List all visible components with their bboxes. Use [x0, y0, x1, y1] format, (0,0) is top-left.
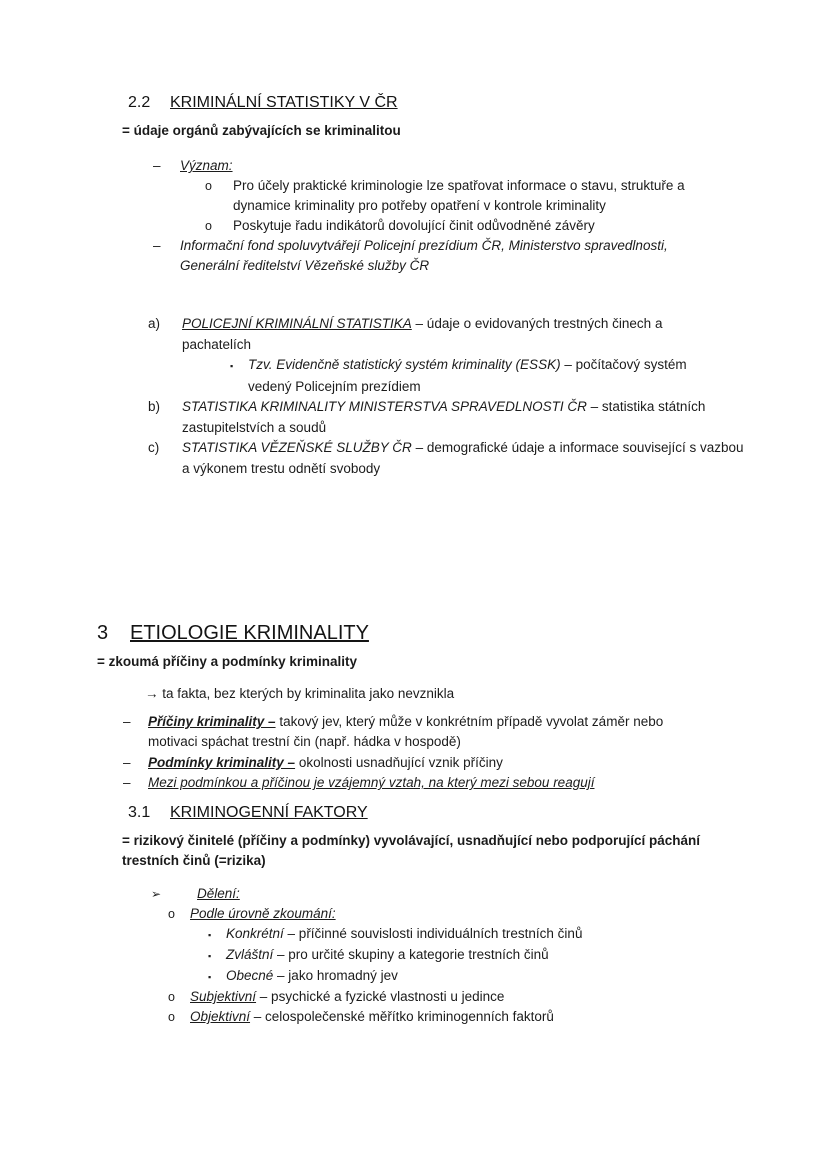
bullet-item-vyznam: [0, 156, 828, 176]
section-number: 2.2: [128, 94, 151, 111]
list-item-lead: STATISTIKA KRIMINALITY MINISTERSTVA SPRAVEDLNOSTI ČR: [182, 399, 587, 414]
bullet-text: Informační fond spoluvytvářejí Policejní prezídium ČR, Ministerstvo spravedlnosti,: [180, 238, 668, 253]
sub-bullet-lead: Zvláštní: [226, 947, 274, 962]
bullet-label: Význam:: [180, 158, 233, 173]
section-2-2-lettered-list: [0, 314, 828, 479]
list-item-c: [0, 438, 828, 459]
bullet-item-continuation: [0, 196, 828, 216]
bullet-circle-icon: o: [205, 179, 212, 193]
section-number: 3: [97, 622, 109, 644]
section-title: KRIMINOGENNÍ FAKTORY: [170, 804, 368, 821]
bullet-dash-icon: –: [123, 775, 131, 791]
bullet-arrowhead-icon: ➢: [151, 887, 162, 901]
arrow-note: → ta fakta, bez kterých by kriminalita jako nevznikla: [145, 686, 455, 701]
bullet-text: takový jev, který může v konkrétním případě vyvolat záměr nebo: [275, 714, 664, 729]
sub-bullet-lead: Konkrétní: [226, 926, 284, 941]
bullet-dash-icon: –: [153, 158, 161, 173]
bullet-circle-icon: o: [168, 990, 175, 1004]
bullet-lead: Podmínky kriminality –: [148, 754, 296, 770]
bullet-text: Poskytuje řadu indikátorů dovolující činit odůvodněné závěry: [233, 218, 595, 233]
sub-bullet-text: vedený Policejním prezídiem: [248, 378, 421, 394]
bullet-dash-icon: –: [153, 238, 161, 253]
bullet-item: [0, 176, 828, 196]
list-item-continuation: [0, 335, 828, 356]
section-number: 3.1: [128, 804, 151, 821]
bullet-lead: Subjektivní: [190, 989, 257, 1004]
definition-line: = rizikový činitelé (příčiny a podmínky) vyvolávající, usnadňující nebo podporující páchání: [122, 833, 701, 848]
bullet-item-objektivni: [0, 1007, 828, 1027]
list-item-text: – demografické údaje a informace související s vazbou: [411, 440, 744, 455]
bullet-text: – celospolečenské měřítko kriminogenních faktorů: [250, 1009, 554, 1024]
sub-bullet-item: [0, 355, 828, 377]
bullet-lead: Objektivní: [190, 1009, 251, 1024]
list-letter: a): [148, 316, 161, 331]
list-item-text: – údaje o evidovaných trestných činech a: [411, 316, 663, 331]
sub-bullet-text: – příčinné souvislosti individuálních trestních činů: [283, 926, 583, 941]
sub-bullet-text: – počítačový systém: [560, 357, 687, 372]
list-item-continuation: [0, 418, 828, 439]
sub-bullet-item: [0, 966, 828, 987]
bullet-text: Generální ředitelství Vězeňské služby ČR: [180, 258, 430, 273]
bullet-item-priciny: [0, 712, 828, 732]
sub-bullet-item: [0, 924, 828, 945]
list-item-text: pachatelích: [182, 336, 252, 352]
list-item-lead: STATISTIKA VĚZEŇSKÉ SLUŽBY ČR: [182, 440, 412, 455]
bullet-square-icon: ▪: [208, 930, 212, 940]
sub-bullet-text: – jako hromadný jev: [273, 968, 398, 983]
section-heading-2-2: [128, 92, 398, 114]
bullet-item: [0, 216, 828, 236]
list-letter: c): [148, 440, 160, 455]
bullet-lead: Mezi podmínkou a příčinou je vzájemný vztah, na který mezi sebou reagují: [148, 775, 595, 791]
list-item-text: a výkonem trestu odnětí svobody: [182, 460, 381, 476]
list-item-continuation: [0, 459, 828, 480]
bullet-square-icon: ▪: [208, 972, 212, 982]
section-heading-3-1: [128, 802, 368, 824]
bullet-label: Podle úrovně zkoumání:: [190, 906, 336, 921]
sub-bullet-item: [0, 945, 828, 966]
bullet-item-fond: [0, 236, 828, 256]
bullet-text: dynamice kriminality pro potřeby opatření v kontrole kriminality: [233, 198, 606, 213]
bullet-label: Dělení:: [197, 886, 240, 901]
bullet-text: – psychické a fyzické vlastnosti u jedince: [256, 989, 505, 1004]
section-title: ETIOLOGIE KRIMINALITY: [130, 622, 369, 644]
section-3-1-definition: [122, 831, 700, 871]
bullet-square-icon: ▪: [230, 361, 234, 371]
bullet-circle-icon: o: [168, 1010, 175, 1024]
bullet-text: okolnosti usnadňující vznik příčiny: [295, 754, 503, 770]
sub-bullet-continuation: [0, 377, 828, 398]
definition-line: trestních činů (=rizika): [122, 853, 266, 868]
bullet-item-continuation: [0, 256, 828, 276]
bullet-square-icon: ▪: [208, 951, 212, 961]
bullet-text: Pro účely praktické kriminologie lze spatřovat informace o stavu, struktuře a: [233, 178, 685, 193]
section-3-bullets: [0, 712, 828, 794]
list-item-a: [0, 314, 828, 335]
list-letter: b): [148, 399, 161, 414]
list-item-text: – statistika státních: [586, 399, 706, 414]
bullet-item-subjektivni: [0, 987, 828, 1007]
bullet-circle-icon: o: [168, 907, 175, 921]
bullet-text: motivaci spáchat trestní čin (např. hádka v hospodě): [148, 734, 461, 750]
section-2-2-definition: = údaje orgánů zabývajících se kriminalitou: [122, 123, 401, 138]
list-item-b: [0, 397, 828, 418]
bullet-dash-icon: –: [123, 754, 131, 770]
list-item-lead: POLICEJNÍ KRIMINÁLNÍ STATISTIKA: [182, 316, 412, 331]
bullet-dash-icon: –: [123, 714, 131, 729]
bullet-item-vztah: [0, 773, 828, 793]
sub-bullet-text: – pro určité skupiny a kategorie trestních činů: [273, 947, 549, 962]
bullet-circle-icon: o: [205, 219, 212, 233]
sub-bullet-lead: Tzv. Evidenčně statistický systém kriminality (ESSK): [248, 357, 561, 372]
bullet-item-podminky: [0, 753, 828, 773]
bullet-item-deleni: [0, 884, 828, 904]
section-heading-3: [97, 620, 369, 646]
section-2-2-bullets: [0, 156, 828, 276]
section-3-1-bullets: [0, 884, 828, 1027]
section-title: KRIMINÁLNÍ STATISTIKY V ČR: [170, 94, 398, 111]
bullet-item-podle: [0, 904, 828, 924]
bullet-item-continuation: [0, 732, 828, 752]
bullet-lead: Příčiny kriminality –: [148, 714, 276, 729]
sub-bullet-lead: Obecné: [226, 968, 274, 983]
section-3-definition: = zkoumá příčiny a podmínky kriminality: [97, 654, 357, 669]
list-item-text: zastupitelstvích a soudů: [182, 419, 327, 435]
